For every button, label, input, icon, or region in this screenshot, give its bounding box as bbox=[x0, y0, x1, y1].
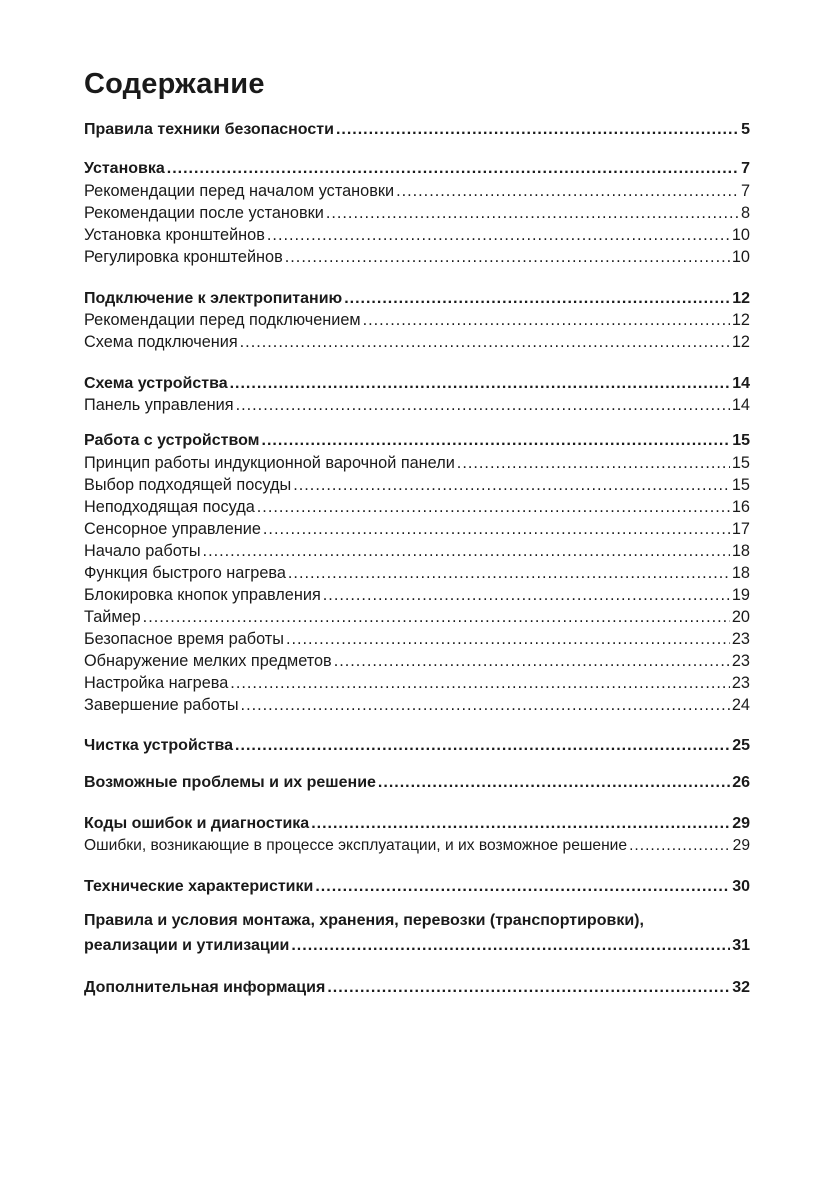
toc-entry[interactable] bbox=[84, 977, 750, 999]
dot-leader bbox=[263, 518, 730, 540]
toc-entry-page: 10 bbox=[731, 226, 750, 244]
toc-entry-page: 31 bbox=[732, 937, 750, 954]
toc-entry-label: Рекомендации после установки bbox=[84, 204, 324, 222]
toc-entry-label: Дополнительная информация bbox=[84, 979, 326, 996]
dot-leader bbox=[235, 735, 730, 757]
toc-entry[interactable] bbox=[84, 835, 750, 857]
toc-entry-page: 18 bbox=[731, 564, 750, 582]
dot-leader bbox=[336, 119, 739, 141]
toc-entry[interactable] bbox=[84, 935, 750, 957]
toc-entry-label: Правила техники безопасности bbox=[84, 121, 334, 138]
toc-entry-label: Возможные проблемы и их решение bbox=[84, 774, 376, 791]
dot-leader bbox=[327, 977, 730, 999]
toc-entry-label: Правила и условия монтажа, хранения, перевозки (транспортировки), bbox=[84, 912, 644, 929]
toc-entry-label: Ошибки, возникающие в процессе эксплуатации, и их возможное решение bbox=[84, 837, 628, 854]
toc-entry[interactable] bbox=[84, 650, 750, 672]
toc-entry-label: Настройка нагрева bbox=[84, 674, 229, 692]
dot-leader bbox=[230, 373, 731, 395]
dot-leader bbox=[167, 158, 739, 180]
dot-leader bbox=[457, 452, 730, 474]
dot-leader bbox=[344, 288, 730, 310]
toc-entry-label: Коды ошибок и диагностика bbox=[84, 815, 310, 832]
toc-entry[interactable] bbox=[84, 606, 750, 628]
dot-leader bbox=[262, 430, 731, 452]
toc-entry[interactable] bbox=[84, 496, 750, 518]
toc-entry[interactable] bbox=[84, 119, 750, 141]
toc-entry[interactable] bbox=[84, 224, 750, 246]
toc-entry[interactable] bbox=[84, 331, 750, 353]
toc-entry-page: 12 bbox=[732, 290, 750, 307]
toc-entry-page: 23 bbox=[731, 674, 750, 692]
toc-entry-label: Подключение к электропитанию bbox=[84, 290, 343, 307]
dot-leader bbox=[291, 935, 730, 957]
dot-leader bbox=[629, 835, 731, 857]
toc-entry[interactable] bbox=[84, 158, 750, 180]
dot-leader bbox=[293, 474, 730, 496]
toc-entry-page: 12 bbox=[731, 311, 750, 329]
dot-leader bbox=[285, 246, 730, 268]
toc-entry[interactable] bbox=[84, 202, 750, 224]
toc-entry[interactable] bbox=[84, 540, 750, 562]
toc-entry-page: 16 bbox=[731, 498, 750, 516]
toc-entry-label: Начало работы bbox=[84, 542, 201, 560]
dot-leader bbox=[203, 540, 730, 562]
toc-entry-page: 24 bbox=[731, 696, 750, 714]
toc-entry[interactable] bbox=[84, 309, 750, 331]
toc-entry-page: 8 bbox=[740, 204, 750, 222]
toc-entry-label: Схема устройства bbox=[84, 375, 228, 392]
toc-entry[interactable] bbox=[84, 694, 750, 716]
dot-leader bbox=[257, 496, 730, 518]
toc-entry-page: 18 bbox=[731, 542, 750, 560]
toc-entry-page: 7 bbox=[741, 160, 750, 177]
toc-entry-label: Установка bbox=[84, 160, 165, 177]
dot-leader bbox=[363, 309, 730, 331]
toc-entry[interactable] bbox=[84, 518, 750, 540]
toc-entry-label: Работа с устройством bbox=[84, 432, 260, 449]
toc-entry[interactable] bbox=[84, 628, 750, 650]
dot-leader bbox=[241, 694, 730, 716]
dot-leader bbox=[143, 606, 730, 628]
toc-entry[interactable] bbox=[84, 452, 750, 474]
toc-entry-page: 15 bbox=[731, 476, 750, 494]
toc-entry-page: 32 bbox=[732, 979, 750, 996]
toc-entry[interactable] bbox=[84, 474, 750, 496]
dot-leader bbox=[326, 202, 739, 224]
toc-entry-page: 14 bbox=[732, 375, 750, 392]
toc-entry-page: 29 bbox=[732, 815, 750, 832]
toc-entry-page: 12 bbox=[731, 333, 750, 351]
page-title: Содержание bbox=[84, 68, 265, 100]
toc-entry-page: 14 bbox=[731, 396, 750, 414]
toc-entry[interactable] bbox=[84, 910, 750, 932]
toc-entry-page: 30 bbox=[732, 878, 750, 895]
toc-entry[interactable] bbox=[84, 373, 750, 395]
toc-entry-page: 15 bbox=[732, 432, 750, 449]
dot-leader bbox=[230, 672, 730, 694]
toc-entry-page: 20 bbox=[731, 608, 750, 626]
toc-entry-page: 29 bbox=[732, 837, 750, 854]
dot-leader bbox=[240, 331, 730, 353]
toc-entry-page: 23 bbox=[731, 630, 750, 648]
toc-entry-page: 10 bbox=[731, 248, 750, 266]
dot-leader bbox=[236, 394, 730, 416]
toc-entry-label: Рекомендации перед началом установки bbox=[84, 182, 395, 200]
toc-entry[interactable] bbox=[84, 288, 750, 310]
dot-leader bbox=[267, 224, 730, 246]
toc-entry[interactable] bbox=[84, 246, 750, 268]
toc-entry-page: 7 bbox=[740, 182, 750, 200]
toc-entry-label: Блокировка кнопок управления bbox=[84, 586, 321, 604]
dot-leader bbox=[378, 772, 730, 794]
toc-entry-label: Обнаружение мелких предметов bbox=[84, 652, 332, 670]
toc-entry-page: 17 bbox=[731, 520, 750, 538]
toc-entry-label: Сенсорное управление bbox=[84, 520, 261, 538]
dot-leader bbox=[288, 562, 730, 584]
toc-entry-label: Чистка устройства bbox=[84, 737, 234, 754]
toc-entry[interactable] bbox=[84, 876, 750, 898]
toc-entry-label: Неподходящая посуда bbox=[84, 498, 255, 516]
toc-entry[interactable] bbox=[84, 584, 750, 606]
toc-entry-page: 15 bbox=[731, 454, 750, 472]
toc-entry-label: Завершение работы bbox=[84, 696, 239, 714]
toc-entry[interactable] bbox=[84, 772, 750, 794]
toc-entry-label: реализации и утилизации bbox=[84, 937, 290, 954]
dot-leader bbox=[315, 876, 730, 898]
dot-leader bbox=[286, 628, 730, 650]
toc-entry-page: 5 bbox=[741, 121, 750, 138]
dot-leader bbox=[323, 584, 730, 606]
toc-entry-label: Таймер bbox=[84, 608, 141, 626]
toc-entry-label: Регулировка кронштейнов bbox=[84, 248, 283, 266]
toc-entry[interactable] bbox=[84, 394, 750, 416]
toc-entry-label: Схема подключения bbox=[84, 333, 238, 351]
toc-entry-label: Функция быстрого нагрева bbox=[84, 564, 286, 582]
toc-entry[interactable] bbox=[84, 180, 750, 202]
toc-entry[interactable] bbox=[84, 813, 750, 835]
toc-entry-label: Панель управления bbox=[84, 396, 234, 414]
toc-entry-label: Установка кронштейнов bbox=[84, 226, 265, 244]
dot-leader bbox=[334, 650, 730, 672]
toc-entry-label: Рекомендации перед подключением bbox=[84, 311, 361, 329]
toc-entry-page: 26 bbox=[732, 774, 750, 791]
toc-entry[interactable] bbox=[84, 672, 750, 694]
toc-entry-page: 23 bbox=[731, 652, 750, 670]
toc-entry-label: Принцип работы индукционной варочной панели bbox=[84, 454, 455, 472]
toc-entry[interactable] bbox=[84, 735, 750, 757]
toc-entry-label: Технические характеристики bbox=[84, 878, 314, 895]
toc-entry-label: Выбор подходящей посуды bbox=[84, 476, 292, 494]
toc-entry-page: 25 bbox=[732, 737, 750, 754]
toc-entry[interactable] bbox=[84, 562, 750, 584]
dot-leader bbox=[396, 180, 739, 202]
dot-leader bbox=[311, 813, 730, 835]
toc-entry-page: 19 bbox=[731, 586, 750, 604]
toc-entry[interactable] bbox=[84, 430, 750, 452]
toc-entry-label: Безопасное время работы bbox=[84, 630, 284, 648]
